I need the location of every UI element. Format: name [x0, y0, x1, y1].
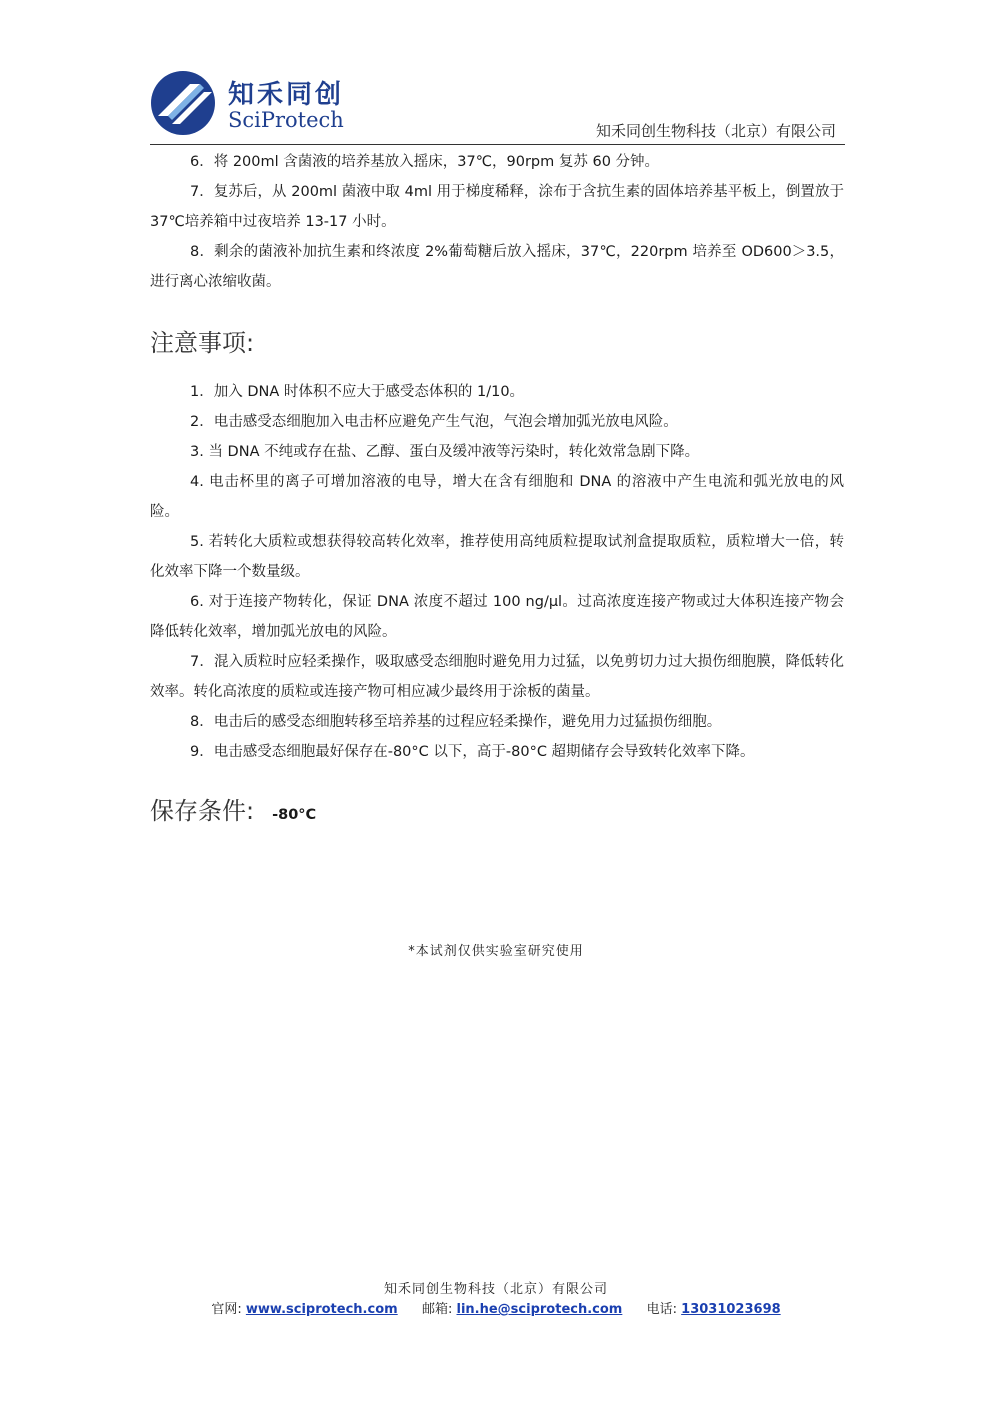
precaution-item: 7．混入质粒时应轻柔操作，吸取感受态细胞时避免用力过猛，以免剪切力过大损伤细胞膜，降低转化效率。转化高浓度的质粒或连接产物可相应减少最终用于涂板的菌量。 [150, 654, 844, 700]
phone-link[interactable]: 13031023698 [681, 1302, 781, 1317]
website-link[interactable]: www.sciprotech.com [245, 1302, 398, 1317]
header-company-name: 知禾同创生物科技（北京）有限公司 [595, 122, 836, 140]
precaution-item: 3. 当 DNA 不纯或存在盐、乙醇、蛋白及缓冲液等污染时，转化效常急剧下降。 [190, 444, 700, 460]
step-8: 8．剩余的菌液补加抗生素和终浓度 2%葡萄糖后放入摇床，37℃，220rpm 培养至 OD600＞3.5，进行离心浓缩收菌。 [150, 244, 844, 290]
footer-contacts [0, 1300, 992, 1320]
footer-company-name: 知禾同创生物科技（北京）有限公司 [383, 1282, 608, 1297]
phone-label: 电话: [646, 1302, 678, 1317]
step-7: 7．复苏后，从 200ml 菌液中取 4ml 用于梯度稀释，涂布于含抗生素的固体培养基平板上，倒置放于 37℃培养箱中过夜培养 13-17 小时。 [150, 184, 844, 230]
header-divider [150, 144, 845, 145]
page-header [150, 68, 844, 144]
precautions-title: 注意事项: [150, 329, 255, 357]
email-link[interactable]: lin.he@sciprotech.com [456, 1302, 623, 1317]
sciprotech-logo-icon [150, 70, 216, 136]
logo-chinese-name: 知禾同创 [228, 80, 345, 110]
precaution-item: 5. 若转化大质粒或想获得较高转化效率，推荐使用高纯质粒提取试剂盒提取质粒，质粒增大一倍，转化效率下降一个数量级。 [150, 534, 844, 580]
precaution-item: 4. 电击杯里的离子可增加溶液的电导，增大在含有细胞和 DNA 的溶液中产生电流和弧光放电的风险。 [150, 474, 844, 520]
storage-title: 保存条件: [150, 797, 255, 825]
logo-english-name: SciProtech [228, 108, 344, 132]
website-label: 官网: [211, 1302, 242, 1317]
storage-temperature: -80°C [272, 807, 317, 823]
document-body [150, 147, 844, 826]
precaution-item: 6. 对于连接产物转化，保证 DNA 浓度不超过 100 ng/μl。过高浓度连接产物或过大体积连接产物会降低转化效率，增加弧光放电的风险。 [150, 594, 844, 640]
storage-conditions [150, 791, 844, 826]
research-use-note: *本试剂仅供实验室研究使用 [408, 944, 584, 959]
step-6: 6．将 200ml 含菌液的培养基放入摇床，37℃，90rpm 复苏 60 分钟。 [190, 154, 660, 170]
precaution-item: 9．电击感受态细胞最好保存在-80°C 以下，高于-80°C 超期储存会导致转化效率下降。 [190, 744, 755, 760]
page-footer [0, 1280, 992, 1320]
email-label: 邮箱: [421, 1302, 453, 1317]
precaution-item: 1．加入 DNA 时体积不应大于感受态体积的 1/10。 [190, 384, 525, 400]
precaution-item: 2．电击感受态细胞加入电击杯应避免产生气泡，气泡会增加弧光放电风险。 [190, 414, 678, 430]
precaution-item: 8．电击后的感受态细胞转移至培养基的过程应轻柔操作，避免用力过猛损伤细胞。 [190, 714, 722, 730]
